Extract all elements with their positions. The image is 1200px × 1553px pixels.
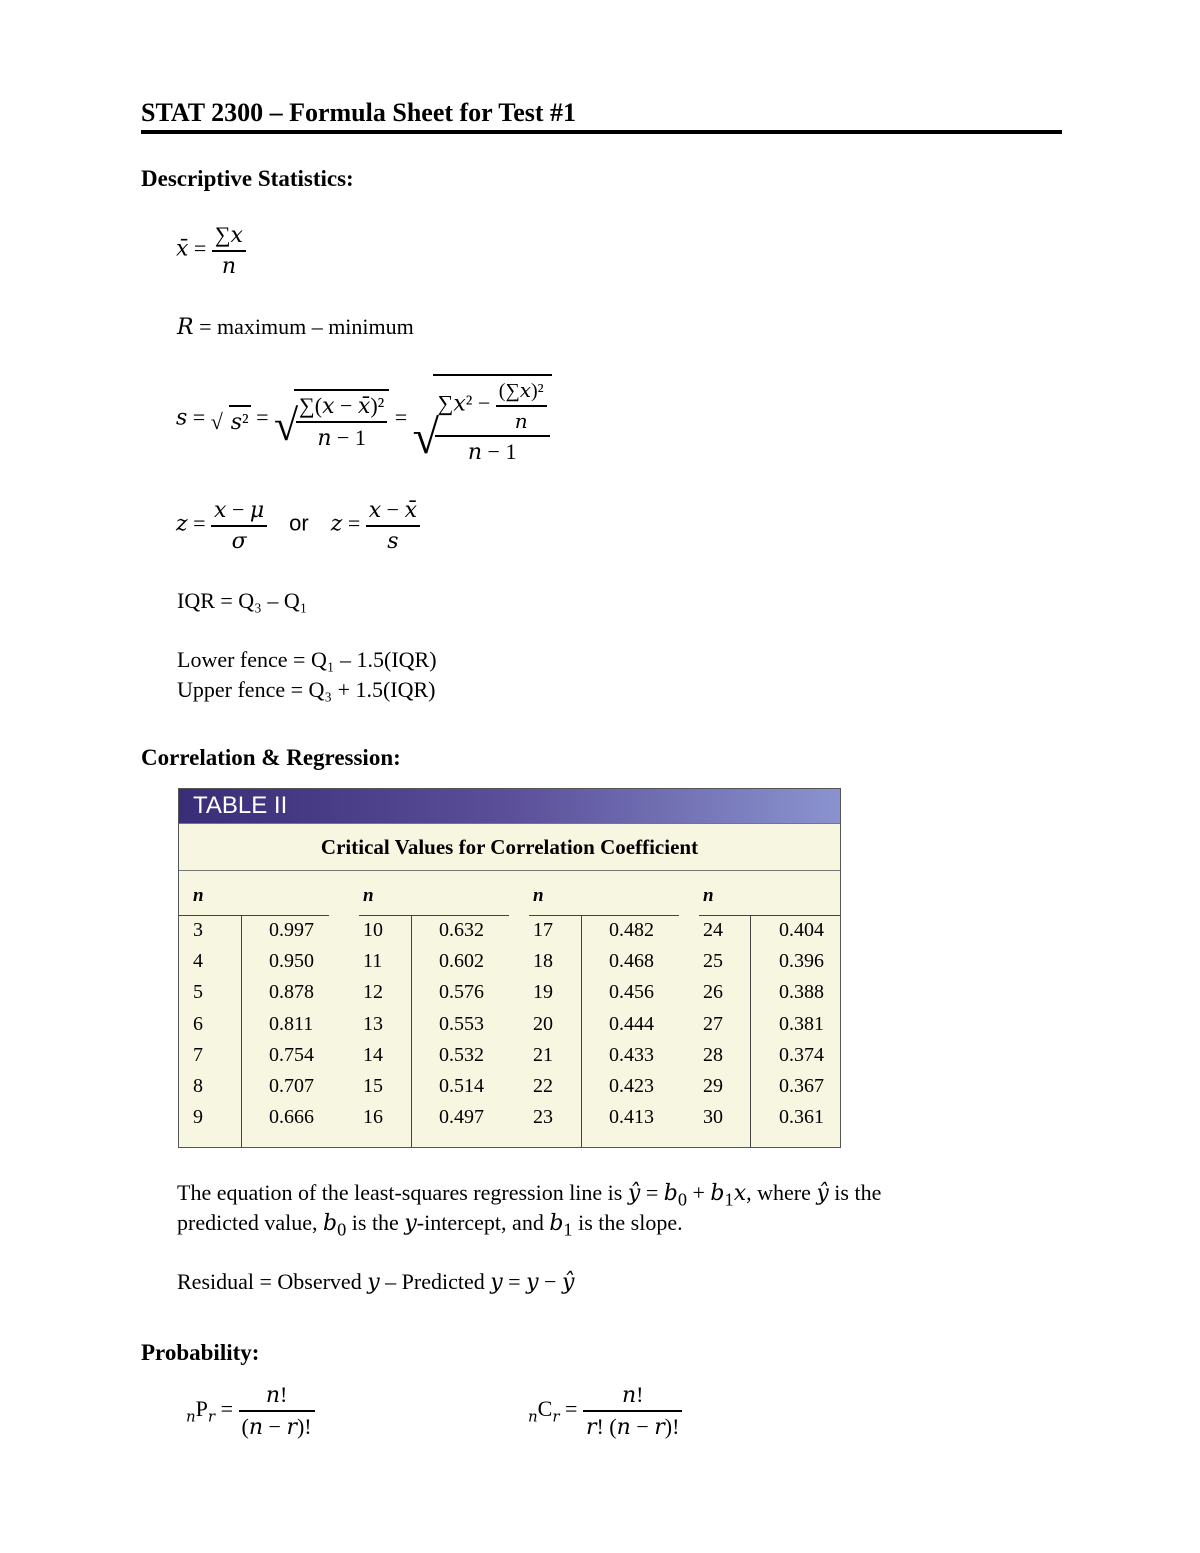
table-cell-critical-value: 0.468 [609, 950, 654, 973]
table-header-rule [179, 915, 329, 916]
lower-fence-formula: Lower fence = Q₁ – 1.5(IQR) [177, 647, 437, 672]
table-cell-n: 5 [193, 981, 203, 1004]
table-cell-critical-value: 0.576 [439, 981, 484, 1004]
table-col-header-n: n [193, 885, 204, 906]
table-cell-critical-value: 0.444 [609, 1012, 654, 1035]
or-label: or [289, 510, 309, 536]
table-cell-n: 26 [703, 981, 723, 1004]
table-cell-critical-value: 0.381 [779, 1012, 824, 1035]
table-cell-n: 18 [533, 950, 553, 973]
table-cell-critical-value: 0.423 [609, 1075, 654, 1097]
table-cell-critical-value: 0.374 [779, 1043, 824, 1066]
table-cell-n: 10 [363, 919, 383, 941]
table-cell-n: 22 [533, 1075, 553, 1097]
table-cell-critical-value: 0.514 [439, 1075, 484, 1097]
table-cell-n: 25 [703, 950, 723, 973]
table-cell-n: 29 [703, 1075, 723, 1097]
table-cell-critical-value: 0.666 [269, 1106, 314, 1129]
std-dev-formula: s = √ s² = √ $\frac{\text{∑(x − x̄)²}}{n - 1}$ = √ ∑x² − $\frac{\text{(∑x)²}}{n}$ n − 1 [176, 374, 552, 465]
table-cell-n: 21 [533, 1043, 553, 1066]
table-header-rule [529, 915, 679, 916]
section-probability-heading: Probability: [141, 1340, 260, 1365]
regression-line-1: The equation of the least-squares regression line is ŷ = $b_0 + b_1x$, where ŷ is the [177, 1180, 882, 1210]
table-header-rule [699, 915, 840, 916]
table-cell-critical-value: 0.950 [269, 950, 314, 973]
residual-text-b: – Predicted [379, 1269, 491, 1294]
iqr-formula: IQR = Q₃ – Q₁ [177, 588, 308, 613]
table-cell-critical-value: 0.754 [269, 1043, 314, 1066]
table-cell-n: 6 [193, 1012, 203, 1035]
table-cell-critical-value: 0.602 [439, 950, 484, 973]
table-cell-n: 28 [703, 1043, 723, 1066]
table-cell-n: 11 [363, 950, 383, 973]
residual-formula: Residual = Observed y – Predicted y = y − ŷ [177, 1269, 575, 1295]
table-cell-critical-value: 0.632 [439, 919, 484, 941]
regression-text-g: is the slope. [572, 1210, 683, 1235]
table-column-rule [411, 915, 412, 1147]
table-tag: TABLE II [179, 789, 840, 823]
table-cell-n: 13 [363, 1012, 383, 1035]
regression-line-2: predicted value, $b_0$ is the y-intercept, and $b_1$ is the slope. [177, 1210, 683, 1240]
critical-values-table [178, 788, 841, 1148]
permutation-formula: $_nP_r$ = $\frac{n!}{(n - r)!}$ [186, 1382, 315, 1440]
table-cell-n: 12 [363, 981, 383, 1004]
table-cell-critical-value: 0.367 [779, 1075, 824, 1097]
mean-formula: x̄ = $\frac{\sum x}{n}$ [176, 222, 246, 279]
table-cell-n: 24 [703, 919, 723, 941]
residual-text-a: Residual = Observed [177, 1269, 368, 1294]
table-cell-critical-value: 0.433 [609, 1043, 654, 1066]
regression-text-a: The equation of the least-squares regression line is [177, 1180, 628, 1205]
table-cell-critical-value: 0.811 [269, 1012, 314, 1035]
table-cell-critical-value: 0.707 [269, 1075, 314, 1097]
table-cell-n: 19 [533, 981, 553, 1004]
regression-text-f: -intercept, and [416, 1210, 550, 1235]
table-cell-n: 9 [193, 1106, 203, 1129]
table-cell-n: 4 [193, 950, 203, 973]
table-cell-critical-value: 0.361 [779, 1106, 824, 1129]
table-cell-critical-value: 0.878 [269, 981, 314, 1004]
table-cell-n: 30 [703, 1106, 723, 1129]
table-cell-critical-value: 0.497 [439, 1106, 484, 1129]
table-cell-n: 23 [533, 1106, 553, 1129]
table-cell-critical-value: 0.396 [779, 950, 824, 973]
table-cell-critical-value: 0.413 [609, 1106, 654, 1129]
table-cell-n: 7 [193, 1043, 203, 1066]
table-cell-critical-value: 0.997 [269, 919, 314, 941]
section-descriptive-heading: Descriptive Statistics: [141, 166, 354, 191]
title-rule [141, 130, 1062, 134]
table-cell-n: 27 [703, 1012, 723, 1035]
page-title: STAT 2300 – Formula Sheet for Test #1 [141, 98, 577, 127]
regression-text-c: is the [828, 1180, 882, 1205]
table-column-rule [241, 915, 242, 1147]
table-header-rule [359, 915, 509, 916]
residual-text-c: = [502, 1269, 527, 1294]
regression-text-e: is the [346, 1210, 405, 1235]
table-cell-n: 14 [363, 1043, 383, 1066]
upper-fence-formula: Upper fence = Q₃ + 1.5(IQR) [177, 677, 436, 702]
table-col-header-n: n [533, 885, 544, 906]
regression-text-b: , where [746, 1180, 817, 1205]
table-cell-n: 15 [363, 1075, 383, 1097]
regression-text-d: predicted value, [177, 1210, 323, 1235]
section-correlation-heading: Correlation & Regression: [141, 745, 401, 770]
table-cell-n: 8 [193, 1075, 203, 1097]
table-column-rule [750, 915, 751, 1147]
table-caption: Critical Values for Correlation Coefficient [179, 823, 840, 871]
table-cell-critical-value: 0.532 [439, 1043, 484, 1066]
z-score-formula: z = $\frac{x - \mu}{\sigma}$ or z = $\frac{x - x̄}{s}$ [176, 497, 420, 554]
table-cell-n: 17 [533, 919, 553, 941]
table-column-rule [581, 915, 582, 1147]
table-col-header-n: n [703, 885, 714, 906]
table-col-header-n: n [363, 885, 374, 906]
table-cell-critical-value: 0.482 [609, 919, 654, 941]
range-formula: R = maximum – minimum [177, 314, 414, 340]
table-cell-critical-value: 0.553 [439, 1012, 484, 1035]
combination-formula: $_nC_r$ = $\frac{n!}{r! (n - r)!}$ [528, 1382, 682, 1440]
table-cell-critical-value: 0.404 [779, 919, 824, 941]
table-cell-critical-value: 0.456 [609, 981, 654, 1004]
table-cell-n: 20 [533, 1012, 553, 1035]
table-cell-critical-value: 0.388 [779, 981, 824, 1004]
table-cell-n: 16 [363, 1106, 383, 1129]
range-label: = maximum – minimum [199, 314, 414, 339]
table-cell-n: 3 [193, 919, 203, 941]
